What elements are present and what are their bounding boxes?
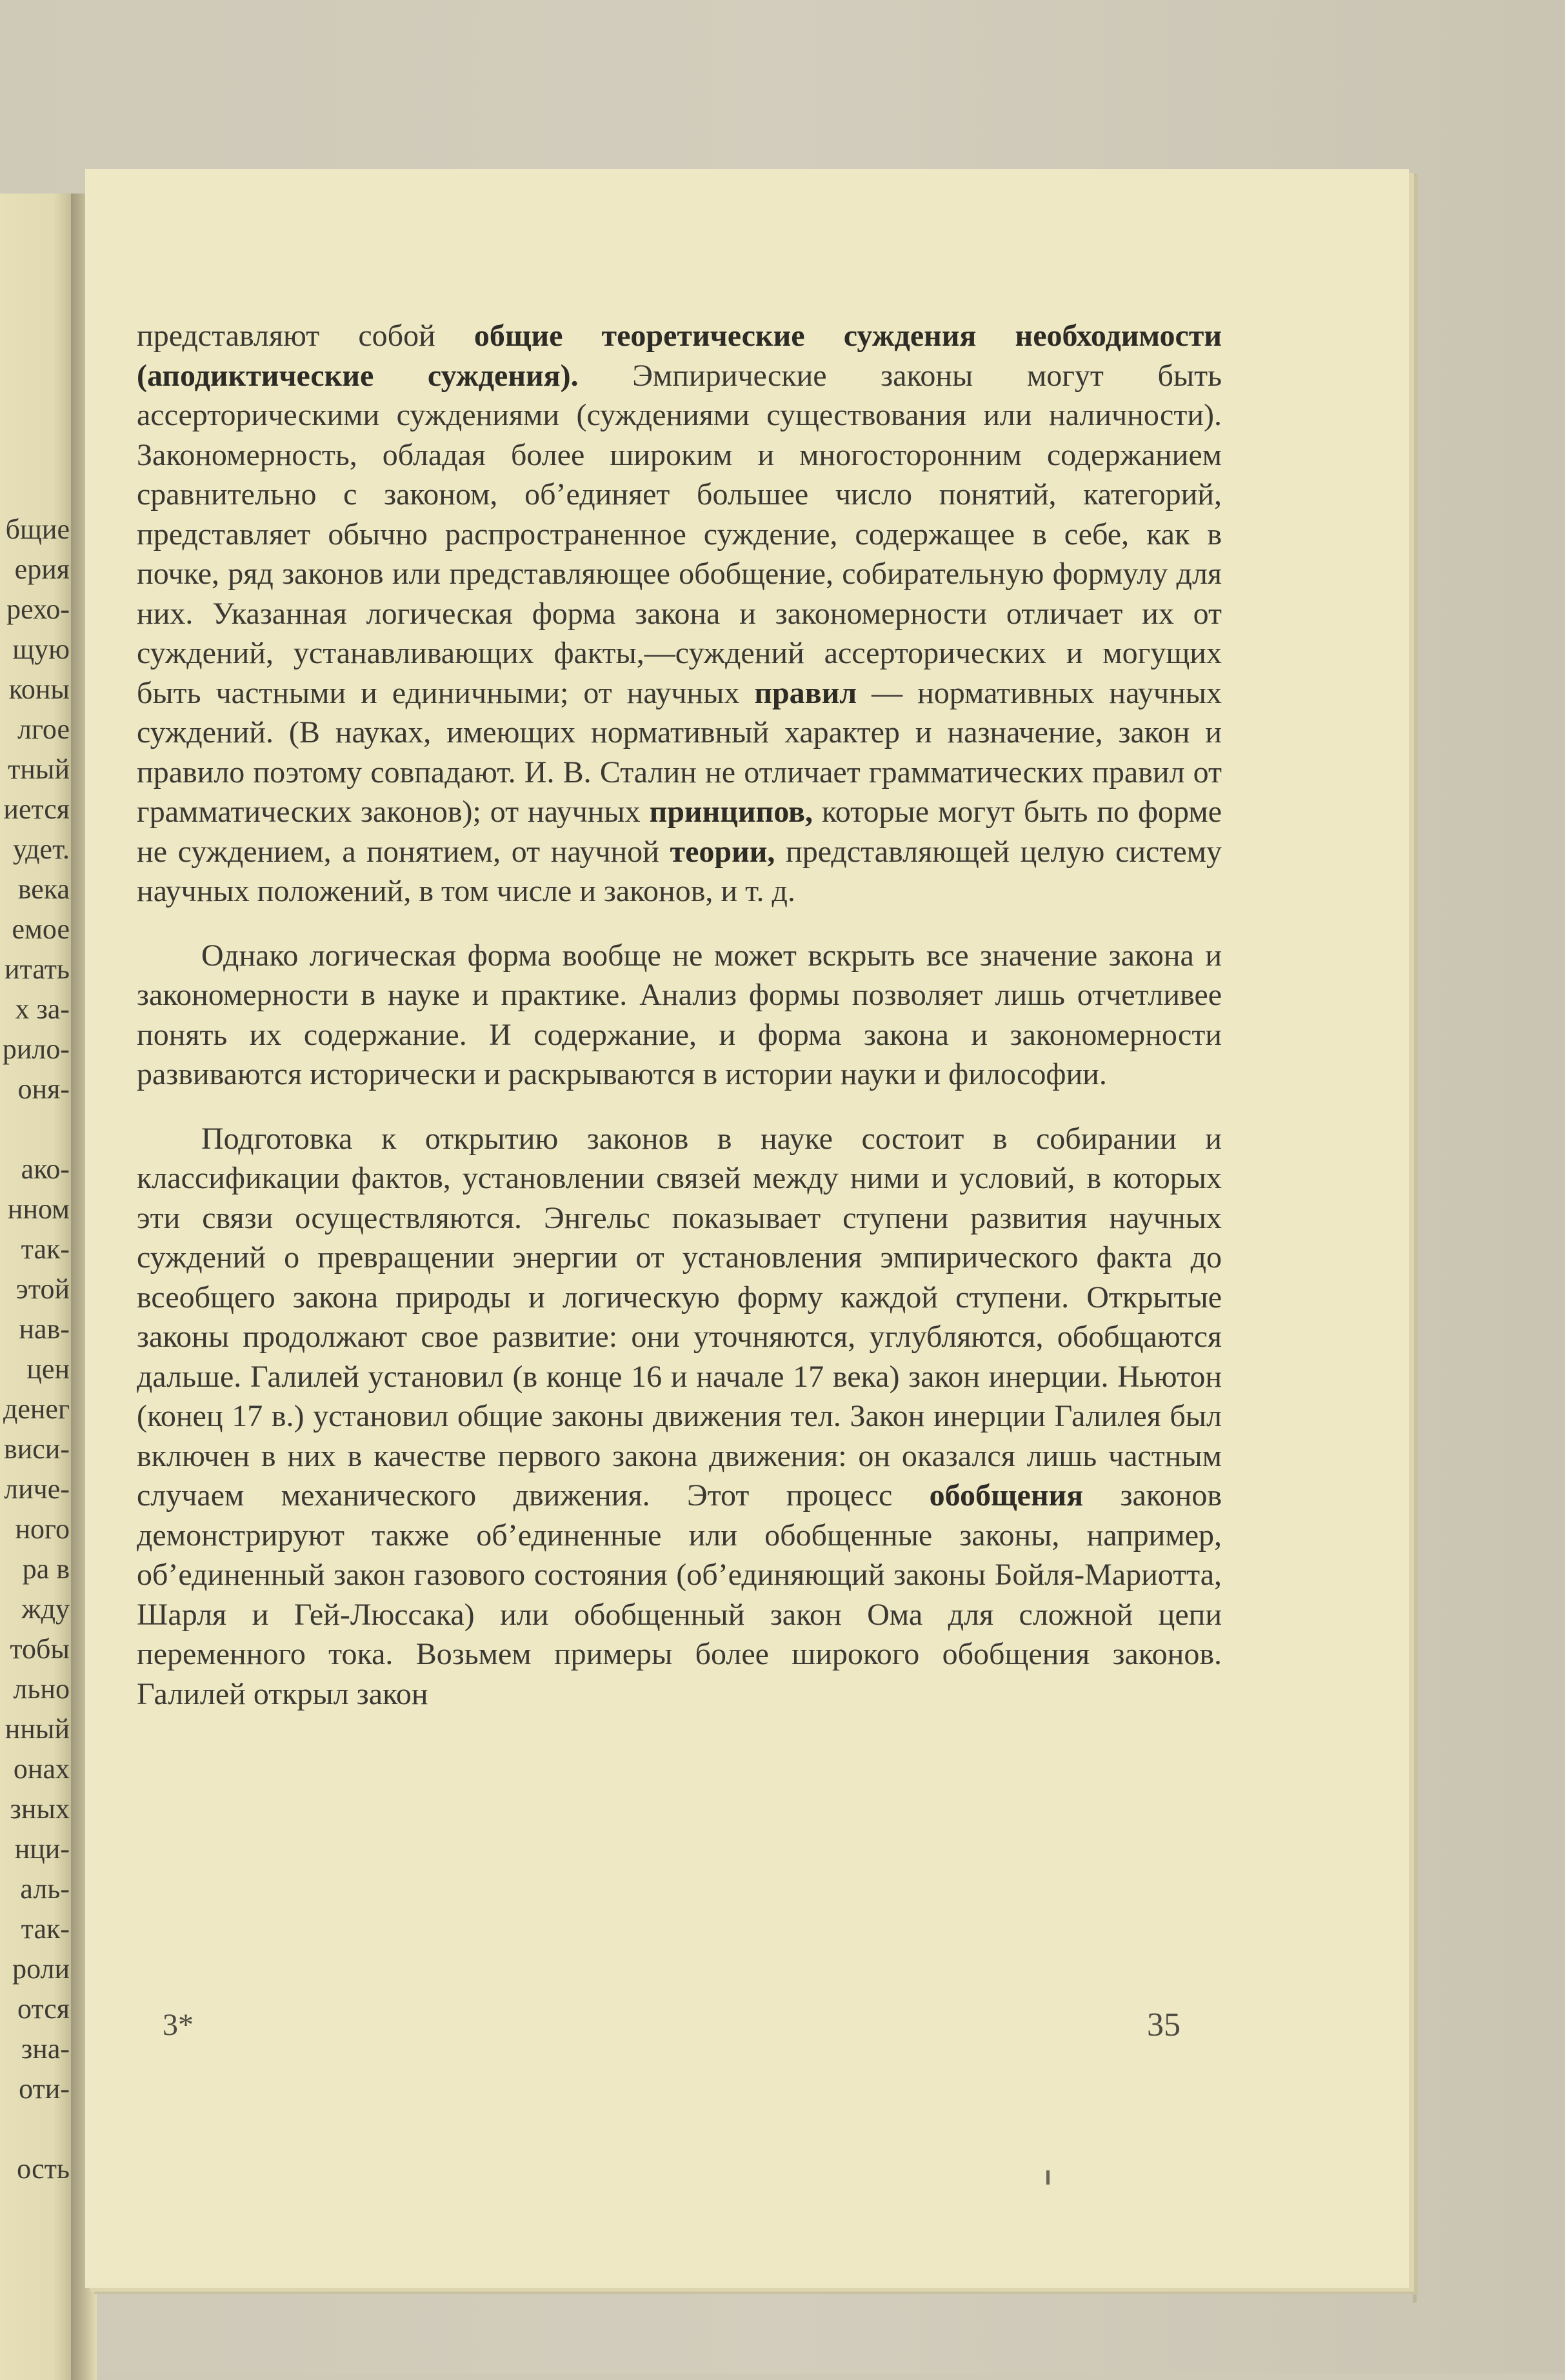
paragraph bbox=[137, 936, 1222, 1095]
bold-term: теории, bbox=[670, 834, 775, 869]
left-page-fragment: века bbox=[17, 873, 70, 905]
left-page-fragment: х за- bbox=[15, 993, 70, 1025]
left-page-fragment: оня- bbox=[17, 1073, 70, 1105]
left-page-fragment: рило- bbox=[2, 1033, 70, 1065]
left-page-fragment: ного bbox=[15, 1513, 70, 1545]
text-run: Эмпирические законы могут быть ассерторическими суждениями (суждениями существования или наличности). Закономерность, обладая более широким и многосторонним содержанием сравнительно с законом, об’единяет большее число понятий, категорий, представляет обычно распространенное суждение, содержащее в себе, как в почке, ряд законов или представляющее обобщение, собирательную формулу для них. Указанная логическая форма закона и закономерности отличает их от суждений, устанавливающих факты,—суждений ассерторических и могущих быть частными и единичными; от научных bbox=[137, 358, 1222, 710]
left-page-fragment: бщие bbox=[5, 513, 70, 545]
left-page-text-fragments bbox=[0, 510, 70, 2189]
text-run: представляют собой bbox=[137, 319, 474, 353]
left-page-fragment: емое bbox=[12, 913, 70, 945]
bold-term: правил bbox=[754, 675, 857, 710]
text-run: Однако логическая форма вообще не может вскрыть все значение закона и закономерности в науке и практике. Анализ формы позволяет лишь отчетливее понять их содержание. И содержание, и форма закона и закономерности развиваются исторически и раскрываются в истории науки и философии. bbox=[137, 938, 1222, 1091]
left-page-fragment: аль- bbox=[20, 1873, 70, 1905]
page-stack-edge bbox=[1413, 174, 1417, 2303]
left-page bbox=[0, 193, 76, 2380]
left-page-fragment: этой bbox=[15, 1273, 70, 1305]
left-page-fragment: удет. bbox=[12, 833, 70, 865]
left-page-fragment: ако- bbox=[21, 1153, 70, 1185]
left-page-fragment: онах bbox=[13, 1753, 70, 1785]
text-run: — нормативных научных суждений. (В науках, имеющих нормативный характер и назначение, закон и правило поэтому совпадают. И. В. Сталин не отличает грамматических правил от грамматических законов); от научных bbox=[137, 675, 1222, 829]
left-page-fragment bbox=[0, 1109, 70, 1149]
bold-term: обобщения bbox=[929, 1478, 1084, 1512]
left-page-fragment: нном bbox=[7, 1193, 70, 1225]
left-page-fragment: тный bbox=[8, 753, 70, 785]
text-run: Подготовка к открытию законов в науке состоит в собирании и классификации фактов, установлении связей между ними и условий, в которых эти связи осуществляются. Энгельс показывает ступени развития научных суждений о превращении энергии от установления эмпирического факта до всеобщего закона природы и логическую форму каждой ступени. Открытые законы продолжают свое развитие: они уточняются, углубляются, обобщаются дальше. Галилей установил (в конце 16 и начале 17 века) закон инерции. Ньютон (конец 17 в.) установил общие законы движения тел. Закон инерции Галилея был включен в них в качестве первого закона движения: он оказался лишь частным случаем механического движения. Этот процесс bbox=[137, 1121, 1222, 1512]
left-page-fragment: тобы bbox=[10, 1633, 70, 1665]
page-body-text bbox=[137, 316, 1222, 1714]
left-page-fragment: денег bbox=[3, 1393, 70, 1425]
left-page-fragment: так- bbox=[21, 1233, 70, 1265]
left-page-fragment: нный bbox=[5, 1713, 70, 1745]
left-page-fragment: жду bbox=[21, 1593, 70, 1625]
left-page-fragment: ость bbox=[17, 2153, 70, 2185]
left-page-fragment: так- bbox=[21, 1913, 70, 1945]
left-page-fragment: иется bbox=[3, 793, 70, 825]
page-number: 35 bbox=[1147, 2007, 1181, 2043]
left-page-fragment: рехо- bbox=[6, 593, 70, 625]
left-page-fragment: цен bbox=[26, 1353, 70, 1385]
left-page-fragment: виси- bbox=[3, 1433, 70, 1465]
left-page-fragment: нав- bbox=[19, 1313, 70, 1345]
left-page-fragment: льно bbox=[13, 1673, 70, 1705]
left-page-fragment: зна- bbox=[21, 2033, 70, 2065]
left-page-fragment: лгое bbox=[17, 713, 70, 745]
left-page-fragment: зных bbox=[10, 1793, 70, 1825]
left-page-fragment: нци- bbox=[14, 1833, 70, 1865]
paragraph bbox=[137, 1119, 1222, 1714]
text-run: которые могут быть по форме не суждением, а понятием, от научной bbox=[137, 795, 1222, 869]
left-page-fragment: итать bbox=[5, 953, 70, 985]
left-page-fragment: коны bbox=[8, 673, 70, 705]
left-page-fragment: щую bbox=[12, 633, 70, 665]
left-page-fragment: личе- bbox=[4, 1473, 70, 1505]
left-page-fragment: ерия bbox=[14, 553, 70, 585]
bold-term: принципов, bbox=[649, 795, 813, 829]
ink-speck bbox=[1046, 2170, 1050, 2185]
left-page-fragment: оти- bbox=[19, 2073, 70, 2105]
text-run: представляющей целую систему научных положений, в том числе и законов, и т. д. bbox=[137, 834, 1222, 908]
signature-mark: 3* bbox=[163, 2008, 194, 2042]
bold-term: общие теоретические суждения необходимости (аподиктические суждения). bbox=[137, 319, 1222, 393]
left-page-fragment: отся bbox=[17, 1993, 70, 2025]
left-page-fragment bbox=[0, 2109, 70, 2149]
left-page-fragment: ра в bbox=[22, 1553, 70, 1585]
text-run: законов демонстрируют также об’единенные или обобщенные законы, например, об’единенный закон газового состояния (об’единяющий законы Бойля-Мариотта, Шарля и Гей-Люссака) или обобщенный закон Ома для сложной цепи переменного тока. Возьмем примеры более широкого обобщения законов. Галилей открыл закон bbox=[137, 1478, 1222, 1711]
left-page-fragment: роли bbox=[12, 1953, 70, 1985]
paragraph bbox=[137, 316, 1222, 911]
